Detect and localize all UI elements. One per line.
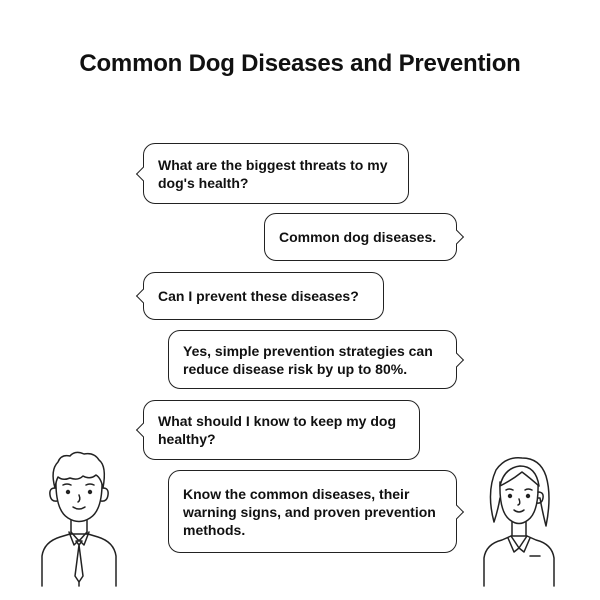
man-avatar-icon bbox=[38, 448, 120, 588]
bubble-tail bbox=[136, 289, 150, 303]
message-text: What should I know to keep my dog healthy? bbox=[158, 413, 397, 447]
bubble-tail bbox=[450, 352, 464, 366]
message-bubble-woman bbox=[168, 470, 457, 553]
message-bubble-woman bbox=[264, 213, 457, 261]
message-bubble-woman bbox=[168, 330, 457, 389]
page-title: Common Dog Diseases and Prevention bbox=[79, 50, 521, 77]
bubble-tail bbox=[450, 230, 464, 244]
message-text: Know the common diseases, their warning signs, and proven prevention methods. bbox=[183, 485, 436, 538]
message-bubble-man bbox=[143, 272, 384, 320]
message-text: Common dog diseases. bbox=[279, 229, 437, 245]
message-text: Can I prevent these diseases? bbox=[158, 288, 359, 304]
message-bubble-man bbox=[143, 400, 420, 460]
message-bubble-man bbox=[143, 143, 409, 204]
bubble-tail bbox=[136, 423, 150, 437]
message-text: Yes, simple prevention strategies can reduce disease risk by up to 80%. bbox=[183, 342, 433, 377]
bubble-tail bbox=[450, 504, 464, 518]
woman-avatar-icon bbox=[478, 452, 560, 588]
message-text: What are the biggest threats to my dog's health? bbox=[158, 156, 388, 191]
bubble-tail bbox=[136, 166, 150, 180]
